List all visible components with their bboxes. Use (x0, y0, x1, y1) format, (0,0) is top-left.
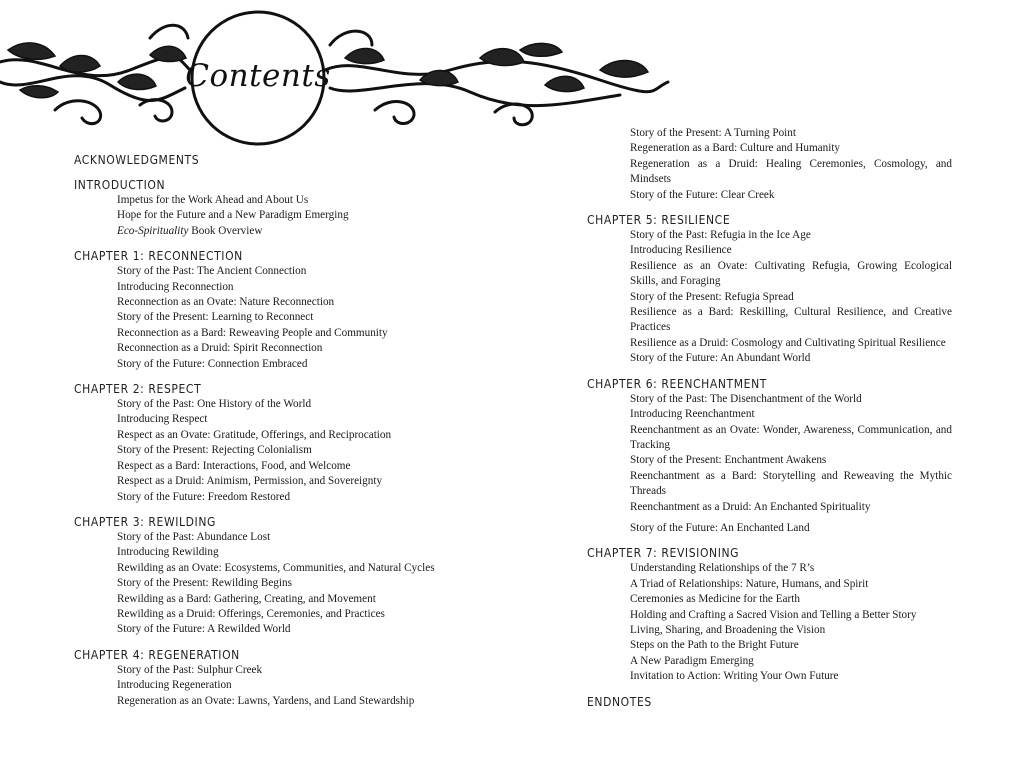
toc-entry[interactable]: Hope for the Future and a New Paradigm Emerging (117, 209, 349, 222)
toc-entry[interactable]: Impetus for the Work Ahead and About Us (117, 194, 309, 206)
toc-entry[interactable]: Respect as an Ovate: Gratitude, Offerings, and Reciprocation (117, 428, 392, 441)
section-heading[interactable]: CHAPTER 3: REWILDING (74, 514, 216, 529)
toc-entry[interactable]: Living, Sharing, and Broadening the Vision (630, 623, 826, 636)
toc-section (74, 178, 514, 239)
toc-section (74, 515, 514, 638)
toc-entry[interactable]: Introducing Regeneration (117, 679, 232, 692)
toc-entry[interactable]: Story of the Present: Enchantment Awakens (630, 454, 827, 467)
toc-entry[interactable]: Regeneration as a Bard: Culture and Humanity (630, 142, 841, 155)
toc-entry[interactable]: Reconnection as an Ovate: Nature Reconnection (117, 296, 335, 309)
toc-entry[interactable]: Introducing Resilience (630, 244, 732, 257)
toc-entry[interactable]: Story of the Present: Learning to Reconnect (117, 311, 314, 324)
toc-entry[interactable]: Story of the Present: Rewilding Begins (117, 577, 292, 590)
toc-entry[interactable]: Respect as a Bard: Interactions, Food, and Welcome (117, 459, 351, 472)
toc-entry[interactable]: Story of the Past: Sulphur Creek (117, 663, 263, 676)
toc-section (587, 695, 952, 710)
toc-entry[interactable]: Introducing Rewilding (117, 546, 219, 559)
page-title: Contents (185, 58, 331, 94)
toc-entry[interactable]: Story of the Future: An Enchanted Land (630, 521, 810, 534)
toc-entry[interactable]: Reenchantment as an Ovate: Wonder, Awareness, Communication, and Tracking (630, 423, 952, 451)
toc-entry[interactable]: Respect as a Druid: Animism, Permission, and Sovereignty (117, 475, 383, 488)
toc-entry[interactable]: Story of the Past: One History of the World (117, 398, 312, 411)
toc-entry[interactable]: Regeneration as an Ovate: Lawns, Yardens, and Land Stewardship (117, 694, 415, 707)
toc-entry[interactable]: Story of the Future: Connection Embraced (117, 357, 308, 370)
toc-entry[interactable]: Holding and Crafting a Sacred Vision and Telling a Better Story (630, 608, 917, 621)
toc-entry[interactable]: Reenchantment as a Druid: An Enchanted Spirituality (630, 500, 871, 513)
toc-entry[interactable]: Story of the Future: A Rewilded World (117, 623, 291, 636)
toc-entry[interactable]: Story of the Present: A Turning Point (630, 127, 796, 139)
toc-entry[interactable]: Ceremonies as Medicine for the Earth (630, 593, 800, 606)
toc-entry[interactable] (117, 224, 514, 239)
toc-entry-rest: Book Overview (188, 224, 263, 237)
toc-entry[interactable]: Introducing Respect (117, 413, 208, 426)
toc-entry[interactable]: Steps on the Path to the Bright Future (630, 639, 799, 652)
toc-section (587, 213, 952, 367)
contents-right-column (587, 126, 952, 720)
section-heading[interactable]: CHAPTER 6: REENCHANTMENT (587, 376, 767, 391)
book-title-italic: Eco-Spirituality (117, 224, 189, 237)
toc-section (587, 377, 952, 537)
section-heading[interactable]: ENDNOTES (587, 694, 652, 709)
toc-entry[interactable]: Reconnection as a Bard: Reweaving People and Community (117, 326, 388, 339)
toc-entry[interactable]: Introducing Reenchantment (630, 408, 755, 421)
toc-entry[interactable]: Story of the Present: Refugia Spread (630, 290, 794, 303)
toc-entry[interactable]: Story of the Past: Refugia in the Ice Age (630, 229, 811, 242)
toc-entry[interactable]: Resilience as a Bard: Reskilling, Cultural Resilience, and Creative Practices (630, 306, 952, 334)
section-heading[interactable]: CHAPTER 2: RESPECT (74, 382, 202, 397)
toc-entry[interactable]: Story of the Future: An Abundant World (630, 352, 811, 365)
toc-entry[interactable]: Story of the Present: Rejecting Colonialism (117, 444, 312, 457)
toc-entry[interactable]: Introducing Reconnection (117, 280, 234, 293)
toc-entry[interactable]: Regeneration as a Druid: Healing Ceremonies, Cosmology, and Mindsets (630, 157, 952, 186)
toc-section (74, 153, 514, 168)
toc-entry[interactable]: Rewilding as a Druid: Offerings, Ceremonies, and Practices (117, 607, 385, 620)
toc-entry[interactable]: Rewilding as an Ovate: Ecosystems, Communities, and Natural Cycles (117, 561, 435, 574)
section-heading[interactable]: INTRODUCTION (74, 178, 166, 192)
toc-entry[interactable]: Story of the Past: Abundance Lost (117, 530, 271, 543)
toc-entry[interactable]: A New Paradigm Emerging (630, 654, 754, 667)
toc-entry[interactable]: Reconnection as a Druid: Spirit Reconnection (117, 342, 323, 355)
section-heading[interactable]: CHAPTER 7: REVISIONING (587, 546, 740, 561)
toc-section (74, 382, 514, 505)
toc-entry[interactable]: Story of the Future: Freedom Restored (117, 490, 291, 503)
toc-section (74, 249, 514, 372)
section-heading[interactable]: CHAPTER 5: RESILIENCE (587, 213, 731, 228)
toc-section (74, 648, 514, 709)
contents-left-column (74, 153, 514, 719)
toc-entry[interactable]: Story of the Past: The Disenchantment of the World (630, 392, 862, 405)
section-heading[interactable]: ACKNOWLEDGMENTS (74, 153, 200, 167)
toc-entry[interactable]: Reenchantment as a Bard: Storytelling and Reweaving the Mythic Threads (630, 469, 952, 498)
toc-section (587, 546, 952, 684)
toc-entry[interactable]: Rewilding as a Bard: Gathering, Creating, and Movement (117, 592, 376, 605)
section-heading[interactable]: CHAPTER 1: RECONNECTION (74, 249, 243, 264)
toc-entry[interactable]: Story of the Past: The Ancient Connection (117, 265, 307, 278)
toc-entry[interactable]: Invitation to Action: Writing Your Own Future (630, 670, 839, 683)
toc-entry[interactable]: A Triad of Relationships: Nature, Humans, and Spirit (630, 577, 869, 590)
toc-entry[interactable]: Understanding Relationships of the 7 R’s (630, 562, 815, 575)
toc-entry[interactable]: Story of the Future: Clear Creek (630, 188, 775, 201)
section-heading[interactable]: CHAPTER 4: REGENERATION (74, 647, 240, 662)
toc-section-continued (587, 126, 952, 203)
toc-entry[interactable]: Resilience as a Druid: Cosmology and Cultivating Spiritual Resilience (630, 336, 946, 349)
toc-entry[interactable]: Resilience as an Ovate: Cultivating Refugia, Growing Ecological Skills, and Foraging (630, 259, 952, 288)
vine-ornament-banner (0, 0, 680, 150)
